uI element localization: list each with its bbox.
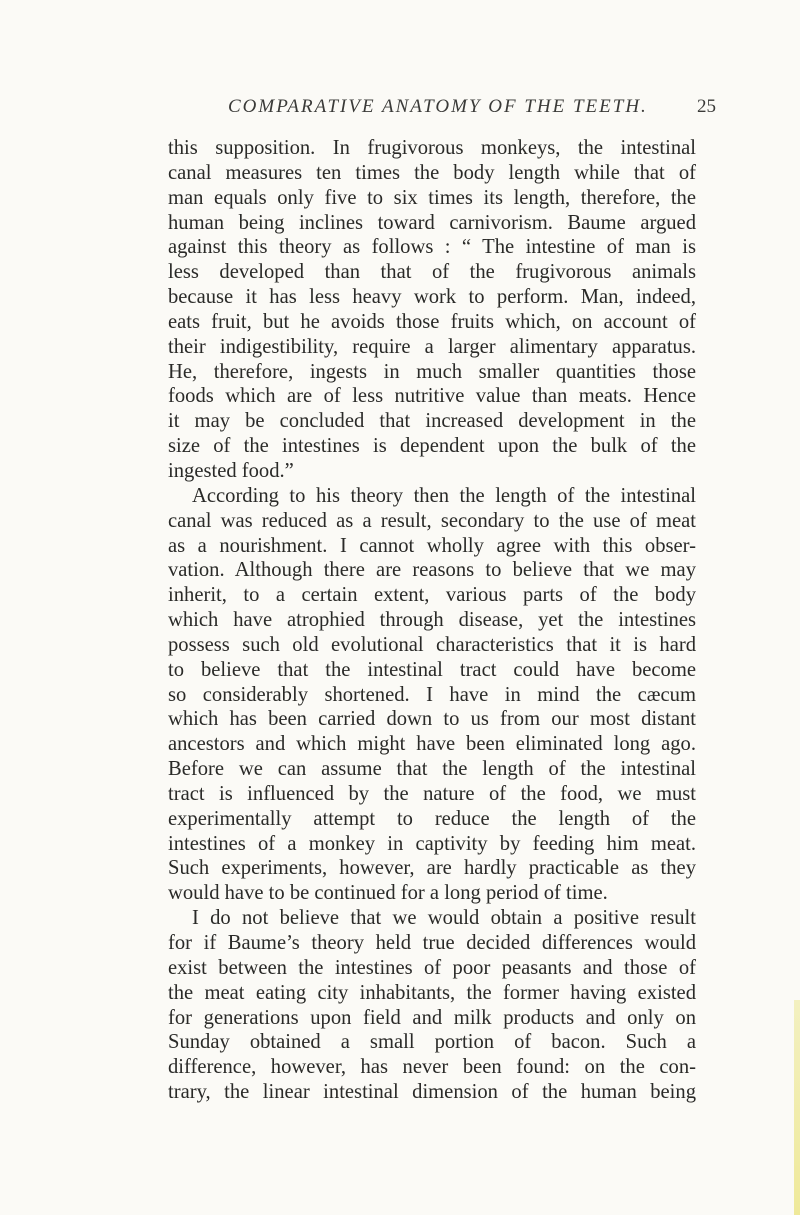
text-line: Before we can assume that the length of the intestinal (168, 758, 696, 781)
text-line: inherit, to a certain extent, various parts of the body (168, 584, 696, 607)
text-line: the meat eating city inhabitants, the former having existed (168, 981, 696, 1004)
text-line: this supposition. In frugivorous monkeys, the intestinal (168, 137, 696, 159)
text-line: trary, the linear intestinal dimension of the human being (168, 1081, 696, 1104)
text-line: vation. Although there are reasons to believe that we may (168, 559, 696, 582)
text-line: intestines of a monkey in captivity by feeding him meat. (168, 832, 696, 855)
text-line: which have atrophied through disease, yet the intestines (168, 609, 696, 632)
text-line: exist between the intestines of poor peasants and those of (168, 956, 696, 979)
text-line: tract is influenced by the nature of the food, we must (168, 782, 696, 805)
paragraph (168, 484, 696, 906)
body-text (168, 136, 696, 1105)
text-line: ancestors and which might have been eliminated long ago. (168, 733, 696, 756)
text-line: less developed than that of the frugivorous animals (168, 261, 696, 284)
text-line: it may be concluded that increased development in the (168, 410, 696, 433)
page-number: 25 (697, 96, 716, 117)
text-line: possess such old evolutional characteristics that it is hard (168, 633, 696, 656)
text-line: eats fruit, but he avoids those fruits which, on account of (168, 310, 696, 333)
text-line: According to his theory then the length of the intestinal (192, 484, 696, 507)
text-line: would have to be continued for a long period of time. (168, 882, 608, 905)
paragraph (168, 136, 696, 484)
text-line: human being inclines toward carnivorism. Baume argued (168, 211, 696, 234)
text-line: as a nourishment. I cannot wholly agree with this obser- (168, 534, 696, 557)
text-line: their indigestibility, require a larger alimentary apparatus. (168, 335, 696, 358)
text-line: to believe that the intestinal tract could have become (168, 658, 696, 681)
text-line: ingested food.” (168, 459, 294, 482)
text-line: canal was reduced as a result, secondary to the use of meat (168, 509, 696, 532)
text-line: for if Baume’s theory held true decided differences would (168, 932, 696, 954)
text-line: He, therefore, ingests in much smaller quantities those (168, 360, 696, 383)
text-line: experimentally attempt to reduce the length of the (168, 807, 696, 830)
text-line: I do not believe that we would obtain a positive result (192, 907, 696, 930)
text-line: Such experiments, however, are hardly practicable as they (168, 857, 696, 880)
text-line: canal measures ten times the body length while that of (168, 161, 696, 184)
text-line: so considerably shortened. I have in mind the cæcum (168, 683, 696, 706)
text-line: Sunday obtained a small portion of bacon. Such a (168, 1031, 696, 1054)
running-head (228, 96, 716, 118)
text-line: size of the intestines is dependent upon the bulk of the (168, 435, 696, 458)
text-line: against this theory as follows : “ The intestine of man is (168, 236, 696, 259)
text-line: for generations upon field and milk products and only on (168, 1006, 696, 1029)
text-line: man equals only five to six times its length, therefore, the (168, 186, 696, 209)
running-title: COMPARATIVE ANATOMY OF THE TEETH. (228, 96, 648, 117)
text-line: foods which are of less nutritive value than meats. Hence (168, 385, 696, 408)
paragraph (168, 906, 696, 1105)
text-line: which has been carried down to us from our most distant (168, 708, 696, 731)
text-line: difference, however, has never been found: on the con- (168, 1056, 696, 1079)
page-edge-mark (794, 1000, 800, 1215)
text-line: because it has less heavy work to perform. Man, indeed, (168, 286, 696, 309)
